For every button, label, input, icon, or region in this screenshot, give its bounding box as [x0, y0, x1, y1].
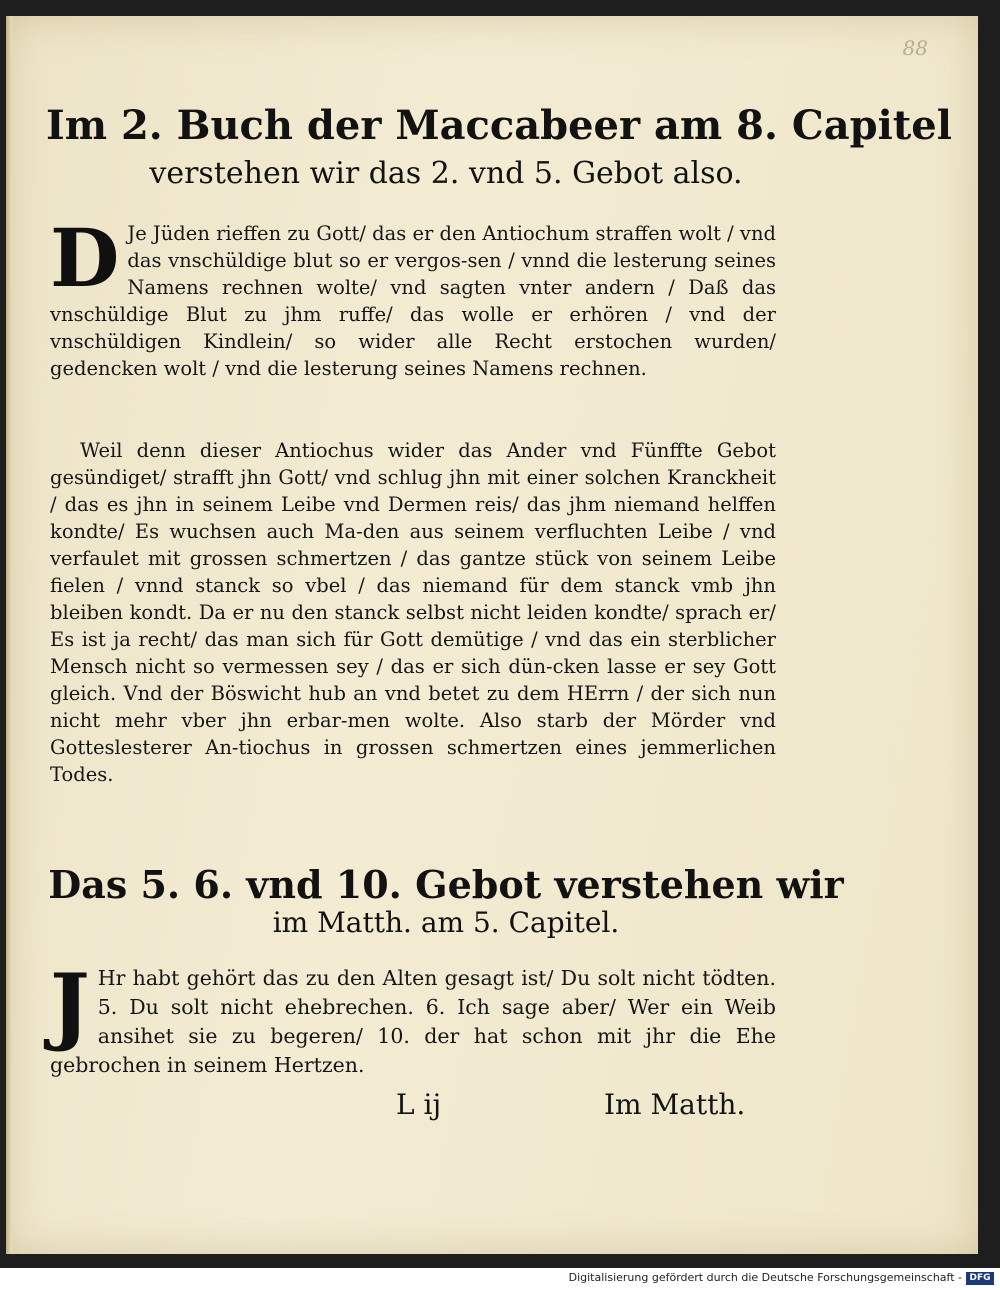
- section1-paragraph1: [50, 211, 776, 382]
- section2-heading-line2: im Matth. am 5. Capitel.: [272, 906, 620, 939]
- footer-credit: Digitalisierung gefördert durch die Deutsche Forschungsgemeinschaft -: [568, 1271, 962, 1284]
- dfg-logo-icon: DFG: [966, 1272, 994, 1285]
- paragraph-text: Je Jüden rieffen zu Gott/ das er den Antiochum straffen wolt / vnd das vnschüldige blut so er vergos-sen / vnnd die lesterung seines Namens rechnen wolte/ vnd sagten vnter andern / Daß das vnschüldige Blut zu jhm ruffe/ das wolle er erhören / vnd der vnschüldigen Kindlein/ so wider alle Recht erstochen wurden/ gedencken wolt / vnd die lesterung seines Namens rechnen.: [50, 222, 776, 380]
- section1-heading-line1: Im 2. Buch der Maccabeer am 8. Capitel: [46, 102, 952, 149]
- section2-heading-line1: Das 5. 6. vnd 10. Gebot verstehen wir: [48, 862, 844, 907]
- section1-paragraph2: Weil denn dieser Antiochus wider das Ander vnd Fünffte Gebot gesündiget/ strafft jhn Gott/ vnd schlug jhn mit einer solchen Kranckheit / das es jhn in seinem Leibe vnd Dermen reis/ das jhm niemand helffen kondte/ Es wuchsen auch Ma-den aus seinem verfluchten Leibe / vnd verfaulet mit grossen schmertzen / das gantze stück von seinem Leibe fielen / vnnd stanck so vbel / das niemand für dem stanck vmb jhn bleiben kondt. Da er nu den stanck selbst nicht leiden kondte/ sprach er/ Es ist ja recht/ das man sich für Gott demütige / vnd das ein sterblicher Mensch nicht so vermessen sey / das er sich dün-cken lasse er sey Gott gleich. Vnd der Böswicht hub an vnd betet zu dem HErrn / der sich nun nicht mehr vber jhn erbar-men wolte. Also starb der Mörder vnd Gotteslesterer An-tiochus in grossen schmertzen eines jemmerlichen Todes.: [50, 439, 776, 786]
- signature-mark: L ij: [396, 1088, 442, 1121]
- catchword: Im Matth.: [604, 1088, 746, 1121]
- paragraph-text: Hr habt gehört das zu den Alten gesagt ist/ Du solt nicht tödten. 5. Du solt nicht ehebrechen. 6. Ich sage aber/ Wer ein Weib ansihet sie zu begeren/ 10. der hat schon mit jhr die Ehe gebrochen in seinem Hertzen.: [50, 966, 776, 1077]
- section2-paragraph: [50, 955, 776, 1080]
- footer-bar: [0, 1268, 1000, 1290]
- decorated-initial: D: [50, 211, 120, 305]
- folio-number: 88: [902, 36, 928, 60]
- page-gutter-edge: [6, 16, 12, 1254]
- book-page: [6, 16, 978, 1254]
- section1-heading-line2: verstehen wir das 2. vnd 5. Gebot also.: [149, 156, 743, 191]
- decorated-initial: J: [50, 955, 90, 1054]
